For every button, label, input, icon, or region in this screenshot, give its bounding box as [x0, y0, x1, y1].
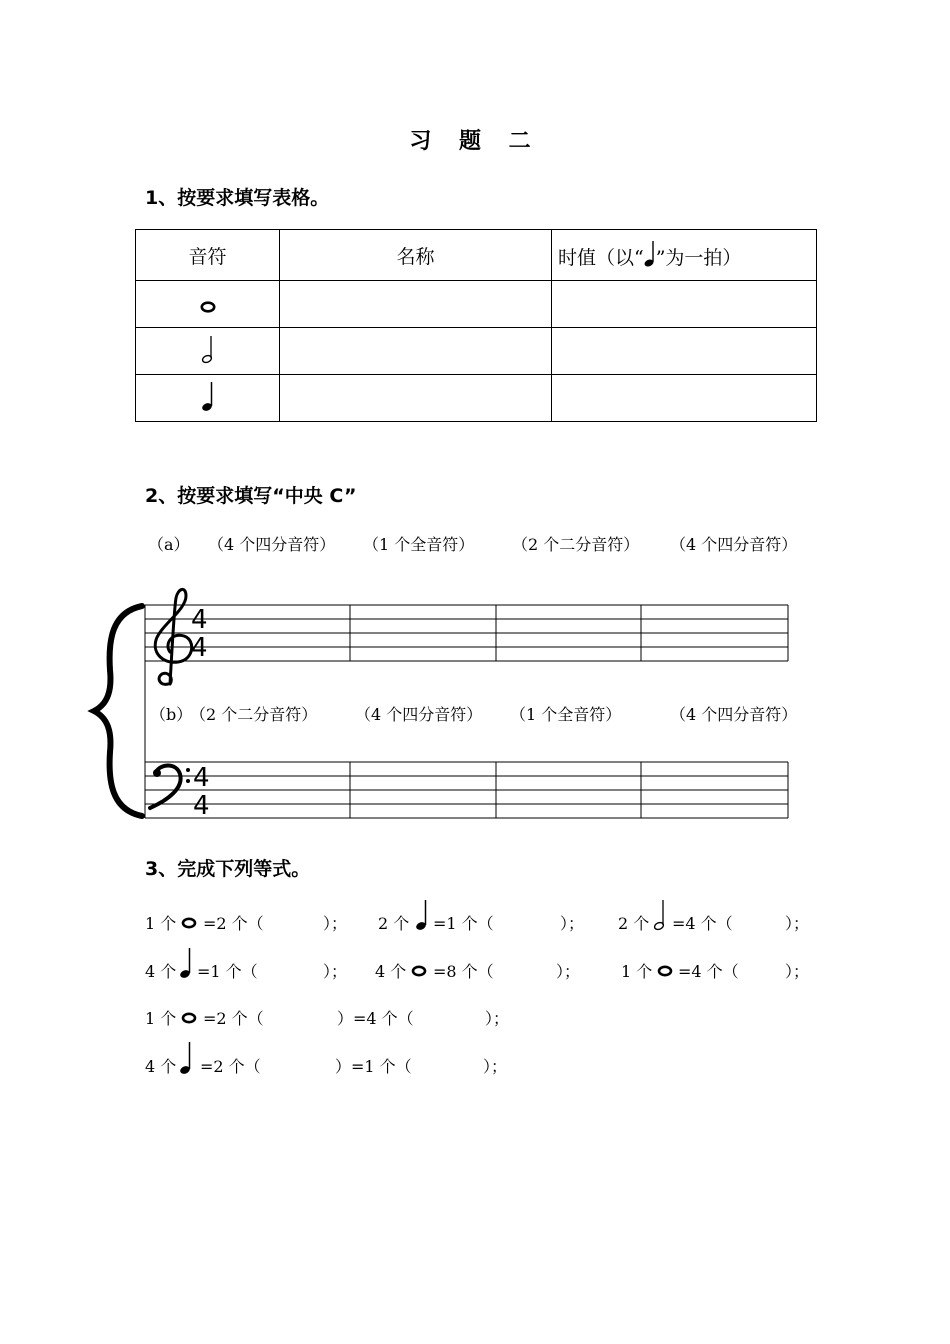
question-2-heading: 2、按要求填写“中央 C” — [145, 485, 357, 507]
eq-text: =4 个（ — [672, 914, 733, 933]
whole-note-icon — [181, 1011, 197, 1025]
header-note: 音符 — [136, 230, 280, 281]
eq-text: 4 个 — [375, 962, 407, 981]
eq-text: 4 个 — [145, 962, 177, 981]
equation-line — [145, 1038, 645, 1078]
bass-time-top: 4 — [193, 763, 210, 793]
treble-clef-icon — [155, 589, 191, 684]
eq-text: ）=4 个（ — [337, 1009, 414, 1028]
eq-text: ）； — [323, 914, 348, 933]
eq-text: =1 个（ — [433, 914, 494, 933]
whole-note-icon — [411, 964, 427, 978]
eq-text: ）； — [785, 914, 810, 933]
measure-label: （1 个全音符） — [510, 705, 622, 724]
eq-text: 1 个 — [145, 914, 177, 933]
part-a-label: （a） — [148, 535, 190, 554]
measure-label: （1 个全音符） — [363, 535, 475, 554]
eq-text: 2 个 — [618, 914, 650, 933]
quarter-note-icon — [415, 898, 429, 932]
measure-label: （4 个四分音符） — [355, 705, 483, 724]
eq-text: =8 个（ — [433, 962, 494, 981]
question-1-heading: 1、按要求填写表格。 — [145, 187, 330, 209]
part-b-label: （b） — [150, 705, 193, 724]
header-duration-suffix: ”为一拍） — [655, 247, 742, 269]
bass-measure-labels — [0, 702, 950, 726]
eq-text: =4 个（ — [678, 962, 739, 981]
header-name: 名称 — [280, 230, 552, 281]
equation-line — [145, 944, 825, 980]
measure-label: （2 个二分音符） — [190, 705, 318, 724]
measure-label: （4 个四分音符） — [670, 705, 798, 724]
eq-text: ）； — [483, 1057, 508, 1076]
eq-text: =2 个（ — [200, 1057, 261, 1076]
eq-text: 1 个 — [145, 1009, 177, 1028]
measure-label: （4 个四分音符） — [208, 535, 336, 554]
treble-time-bottom: 4 — [191, 633, 208, 663]
eq-text: ）； — [560, 914, 585, 933]
quarter-note-icon — [179, 946, 193, 980]
whole-note-icon — [181, 916, 197, 930]
half-note-icon — [653, 898, 667, 932]
whole-note-icon — [657, 964, 673, 978]
eq-text: =2 个（ — [203, 914, 264, 933]
eq-text: 2 个 — [378, 914, 410, 933]
eq-text: ）； — [556, 962, 581, 981]
bass-clef-icon — [150, 766, 190, 809]
bass-time-bottom: 4 — [193, 791, 210, 821]
eq-text: 4 个 — [145, 1057, 177, 1076]
eq-text: ）； — [485, 1009, 510, 1028]
measure-label: （4 个四分音符） — [670, 535, 798, 554]
eq-text: =2 个（ — [203, 1009, 264, 1028]
measure-label: （2 个二分音符） — [512, 535, 640, 554]
equation-line — [145, 1004, 645, 1034]
quarter-note-icon — [179, 1040, 193, 1076]
eq-text: ）=1 个（ — [335, 1057, 412, 1076]
equation-line — [145, 898, 825, 934]
question-3-heading: 3、完成下列等式。 — [145, 858, 311, 880]
eq-text: ）； — [785, 962, 810, 981]
treble-staff — [145, 605, 788, 661]
bass-staff — [145, 762, 788, 818]
eq-text: =1 个（ — [197, 962, 258, 981]
treble-time-top: 4 — [191, 605, 208, 635]
eq-text: ）； — [323, 962, 348, 981]
header-duration-prefix: 时值（以“ — [558, 247, 644, 269]
page-title: 习 题 二 — [409, 129, 541, 154]
eq-text: 1 个 — [621, 962, 653, 981]
